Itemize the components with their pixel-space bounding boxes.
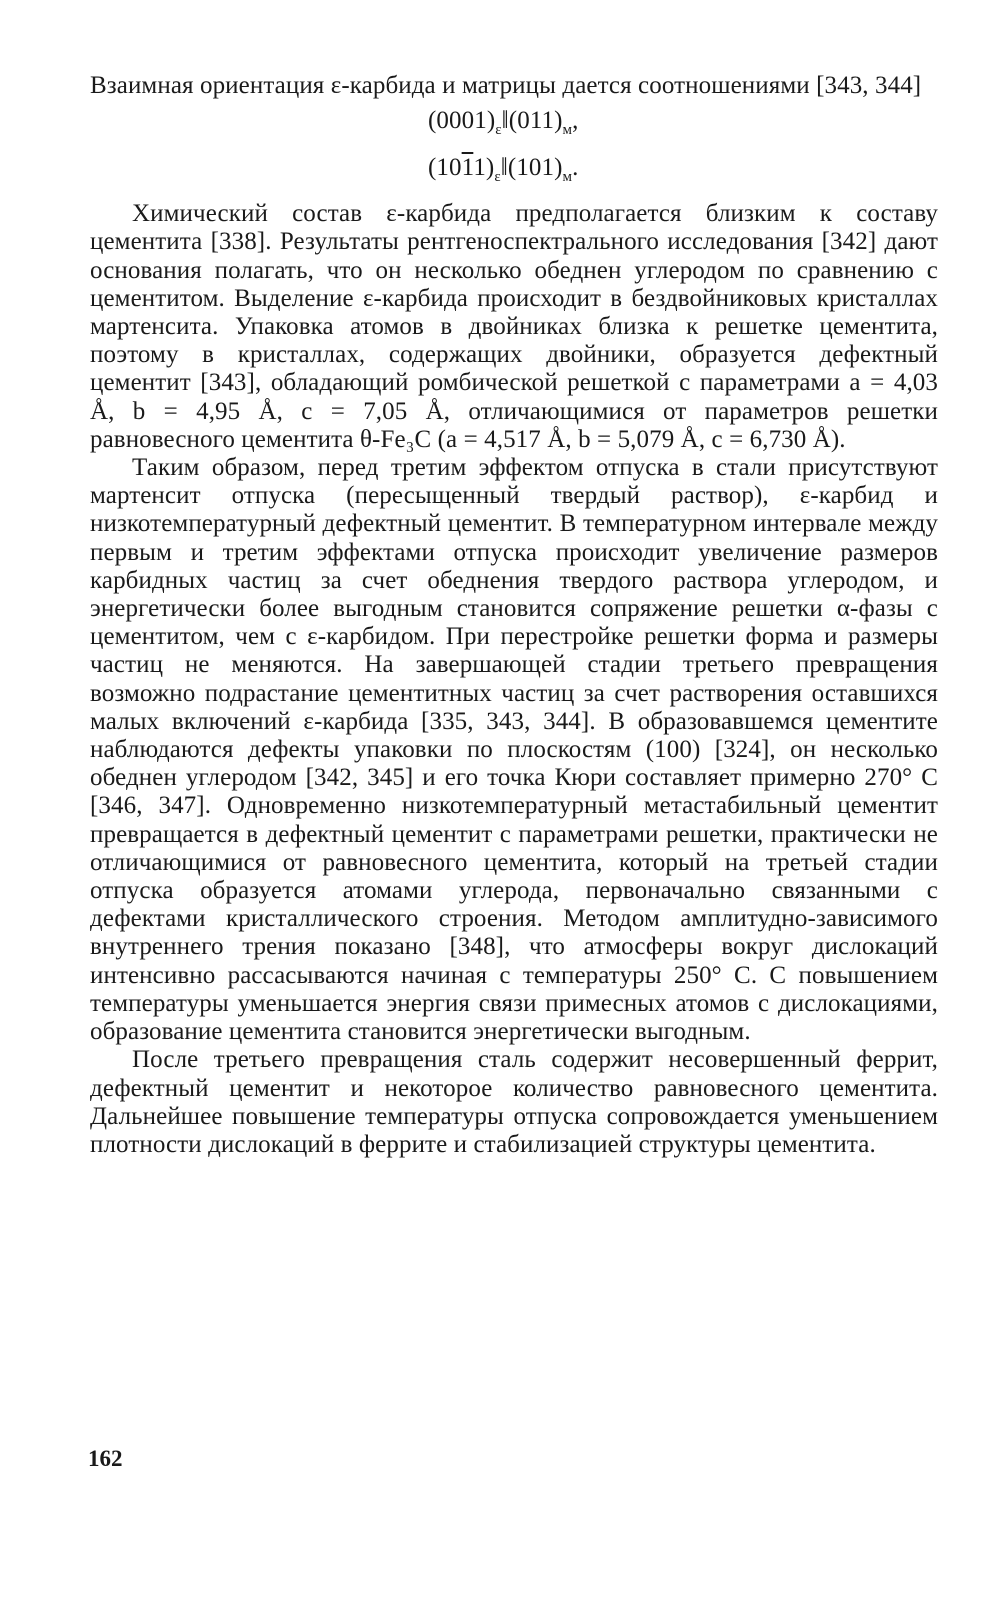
paragraph-3: Таким образом, перед третим эффектом отпуска в стали присутствуют мартенсит отпуска (пересыщенный твердый раствор), ε-карбид и низкотемпературный дефектный цементит. В температурном интервале между первым и третим эффектами отпуска происходит увеличение размеров карбидных частиц за счет обеднения твердого раствора углеродом, и энергетически более выгодным становится сопряжение решетки α-фазы с цементитом, чем с ε-карбидом. При перестройке решетки форма и размеры частиц не меняются. На завершающей стадии третьего превращения возможно подрастание цементитных частиц за счет растворения оставшихся малых включений ε-карбида [335, 343, 344]. В образовавшемся цементите наблюдаются дефекты упаковки по плоскостям (100) [324], он несколько обеднен углеродом [342, 345] и его точка Кюри составляет примерно 270° С [346, 347]. Одновременно низкотемпературный метастабильный цементит превращается в дефектный цементит с параметрами решетки, практически не отличающимися от равновесного цементита, который на третьей стадии отпуска образуется атомами углерода, первоначально связанными с дефектами кристаллического строения. Методом амплитудно-зависимого внутреннего трения показано [348], что атмосферы вокруг дислокаций интенсивно рассасываются начиная с температуры 250° С. С повышением температуры уменьшается энергия связи примесных атомов с дислокациями, образование цементита становится энергетически выгодным. <box>90 454 938 1046</box>
formula-1-end: , <box>572 107 579 135</box>
formula-1 <box>90 104 938 147</box>
paragraph-2: Химический состав ε-карбида предполагается близким к составу цементита [338]. Результаты рентгеноспектрального исследования [342] дают основания полагать, что он несколько обеднен углеродом по сравнению с цементитом. Выделение ε-карбида происходит в бездвойниковых кристаллах мартенсита. Упаковка атомов в двойниках близка к решетке цементита, поэтому в кристаллах, содержащих двойники, образуется дефектный цементит [343], обладающий ромбической решеткой с параметрами a = 4,03 Å, b = 4,95 Å, c = 7,05 Å, отличающимися от параметров решетки равновесного цементита θ-Fe₃C (a = 4,517 Å, b = 5,079 Å, c = 6,730 Å). <box>90 200 938 453</box>
formula-2-parallel: ‖ <box>500 154 508 182</box>
formula-2 <box>90 151 938 194</box>
formula-1-left: (0001) <box>428 107 496 135</box>
page-number: 162 <box>88 1446 123 1471</box>
formula-1-right-sub: м <box>562 122 573 139</box>
formula-2-left-sub: ε <box>494 169 501 186</box>
page-text <box>90 72 938 1159</box>
formula-1-left-sub: ε <box>495 122 502 139</box>
formula-2-left-pre: (10 <box>428 154 462 182</box>
formula-2-left-bar: 1 <box>461 154 474 182</box>
formula-2-left-post: 1) <box>473 154 495 182</box>
formula-2-right-sub: м <box>562 169 573 186</box>
formula-1-right: (011) <box>508 107 563 135</box>
paragraph-4: После третьего превращения сталь содержит несовершенный феррит, дефектный цементит и некоторое количество равновесного цементита. Дальнейшее повышение температуры отпуска сопровождается уменьшением плотности дислокаций в феррите и стабилизацией структуры цементита. <box>90 1046 938 1158</box>
formula-2-end: . <box>572 154 579 182</box>
formula-1-parallel: ‖ <box>501 107 509 135</box>
paragraph-1: Взаимная ориентация ε-карбида и матрицы дается соотношениями [343, 344] <box>90 72 922 99</box>
formula-2-right: (101) <box>507 154 563 182</box>
